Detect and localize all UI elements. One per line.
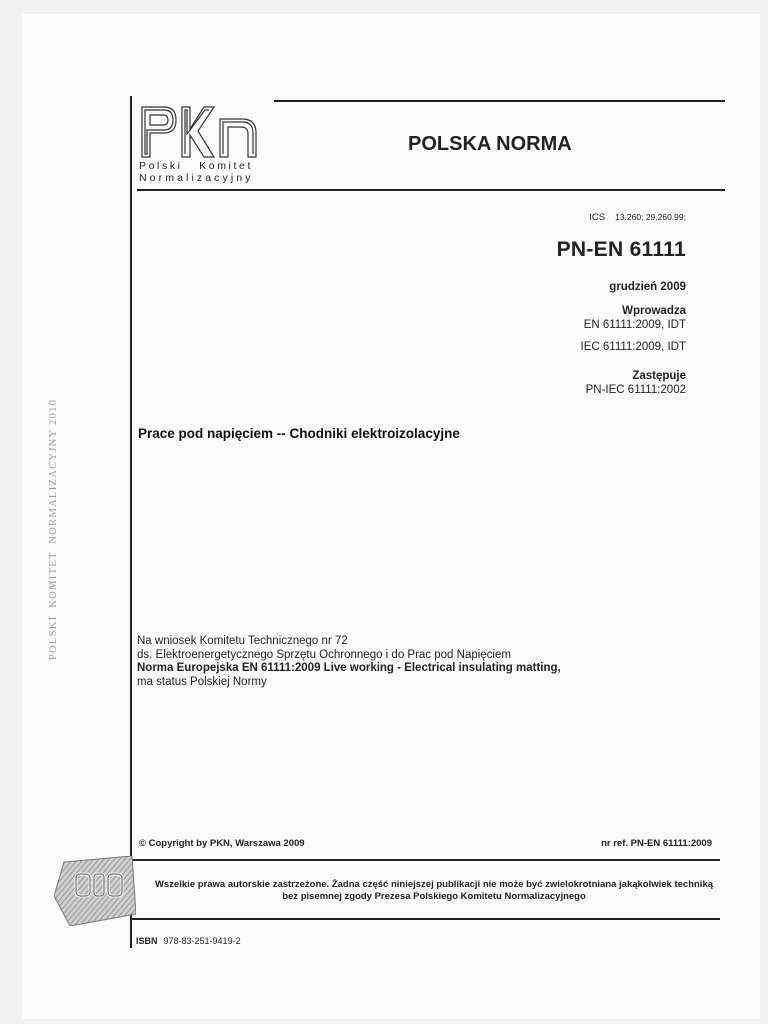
organization-name <box>139 160 254 184</box>
security-stamp <box>54 856 136 926</box>
replaces-block <box>586 370 686 397</box>
org-line-2: Normalizacyjny <box>139 172 254 184</box>
document-title: Prace pod napięciem -- Chodniki elektroizolacyjne <box>138 426 460 441</box>
left-rule <box>130 96 132 948</box>
norm-title: POLSKA NORMA <box>408 133 572 155</box>
introduces-label: Wprowadza <box>622 305 686 317</box>
ics-label: ICS <box>589 212 606 223</box>
copyright: © Copyright by PKN, Warszawa 2009 <box>139 838 305 849</box>
footer-rule-lower <box>132 918 720 920</box>
publication-date: grudzień 2009 <box>609 281 686 293</box>
pkn-logo-icon <box>138 103 264 159</box>
top-rule <box>274 100 725 102</box>
introduces-item-2: IEC 61111:2009, IDT <box>580 341 686 353</box>
isbn-label: ISBN <box>136 936 158 946</box>
intro-line-1: Na wniosek Komitetu Technicznego nr 72 <box>137 635 348 647</box>
intro-line-4: ma status Polskiej Normy <box>137 675 267 688</box>
footer-rule-upper <box>132 859 720 861</box>
rights-line-2: bez pisemnej zgody Prezesa Polskiego Komitetu Normalizacyjnego <box>282 891 586 902</box>
rights-line-1: Wszelkie prawa autorskie zastrzeżone. Żadna część niniejszej publikacji nie może być zwielokrotniana jakąkolwiek techniką <box>154 879 714 890</box>
intro-line-2: ds. Elektroenergetycznego Sprzętu Ochronnego i do Prac pod Napięciem <box>137 648 511 661</box>
isbn <box>136 936 241 946</box>
standard-number: PN-EN 61111 <box>556 238 686 261</box>
introduces-item-1: EN 61111:2009, IDT <box>583 318 686 331</box>
intro-paragraph <box>137 635 561 689</box>
ics-value: 13.260; 29.260.99; <box>615 212 686 222</box>
ics-row <box>589 212 686 223</box>
replaces-item-1: PN-IEC 61111:2002 <box>585 383 686 396</box>
introduces-block <box>581 305 686 355</box>
isbn-value: 978-83-251-9419-2 <box>163 936 241 946</box>
reference-number: nr ref. PN-EN 61111:2009 <box>601 838 712 849</box>
header-rule <box>137 189 725 191</box>
rights-notice <box>142 879 726 903</box>
hologram-stamp-icon <box>54 856 136 926</box>
replaces-label: Zastępuje <box>632 370 686 382</box>
org-line-1: Polski Komitet <box>139 160 253 172</box>
intro-line-3: Norma Europejska EN 61111:2009 Live working - Electrical insulating matting, <box>137 662 561 674</box>
pkn-logo <box>138 103 264 159</box>
side-watermark: POLSKI KOMITET NORMALIZACYJNY 2010 <box>48 398 59 660</box>
